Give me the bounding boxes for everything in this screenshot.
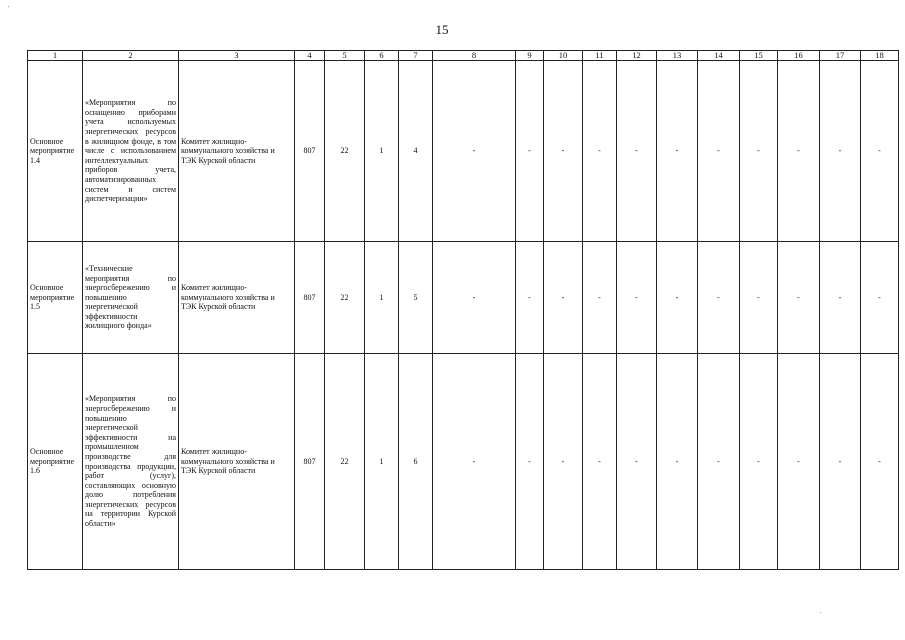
value-cell: - <box>433 242 516 354</box>
header-cell: 12 <box>617 51 657 61</box>
page-number: 15 <box>435 22 449 37</box>
header-cell: 1 <box>28 51 83 61</box>
value-cell: - <box>516 61 544 242</box>
value-cell: - <box>516 242 544 354</box>
value-cell: - <box>698 354 740 570</box>
budget-table <box>27 50 899 570</box>
header-cell: 13 <box>657 51 698 61</box>
header-cell: 8 <box>433 51 516 61</box>
value-cell: - <box>861 242 899 354</box>
header-cell: 2 <box>83 51 179 61</box>
code-4: 807 <box>295 242 325 354</box>
value-cell: - <box>617 61 657 242</box>
code-4: 807 <box>295 354 325 570</box>
header-cell: 5 <box>325 51 365 61</box>
table-row <box>28 354 899 570</box>
table-row <box>28 242 899 354</box>
value-cell: - <box>617 354 657 570</box>
code-5: 22 <box>325 61 365 242</box>
value-cell: - <box>861 354 899 570</box>
header-cell: 11 <box>583 51 617 61</box>
header-cell: 7 <box>399 51 433 61</box>
header-cell: 18 <box>861 51 899 61</box>
code-7: 4 <box>399 61 433 242</box>
code-7: 6 <box>399 354 433 570</box>
header-cell: 16 <box>778 51 820 61</box>
value-cell: - <box>698 61 740 242</box>
header-cell: 3 <box>179 51 295 61</box>
header-row <box>28 51 899 61</box>
value-cell: - <box>740 354 778 570</box>
value-cell: - <box>778 61 820 242</box>
activity-name: «Мероприятия по энергосбережению и повышению энергетической эффективности на промышленном производстве для производства продукции, работ (услуг), составляющих основную долю потребления энергетических ресурсов на территории Курской области» <box>83 354 179 570</box>
value-cell: - <box>820 242 861 354</box>
code-5: 22 <box>325 242 365 354</box>
value-cell: - <box>740 242 778 354</box>
scan-speck <box>8 6 9 7</box>
value-cell: - <box>861 61 899 242</box>
value-cell: - <box>657 354 698 570</box>
value-cell: - <box>820 354 861 570</box>
value-cell: - <box>740 61 778 242</box>
code-6: 1 <box>365 61 399 242</box>
activity-name: «Технические мероприятия по энергосбережению и повышению энергетической эффективности жилищного фонда» <box>83 242 179 354</box>
header-cell: 17 <box>820 51 861 61</box>
value-cell: - <box>657 242 698 354</box>
code-6: 1 <box>365 354 399 570</box>
value-cell: - <box>433 61 516 242</box>
table-row <box>28 61 899 242</box>
value-cell: - <box>778 354 820 570</box>
code-4: 807 <box>295 61 325 242</box>
value-cell: - <box>657 61 698 242</box>
activity-code: Основное мероприятие 1.4 <box>28 61 83 242</box>
value-cell: - <box>516 354 544 570</box>
header-cell: 9 <box>516 51 544 61</box>
activity-name: «Мероприятия по оснащению приборами учета используемых энергетических ресурсов в жилищном фонде, в том числе с использованием интеллектуальных приборов учета, автоматизированных систем и систем диспетчеризации» <box>83 61 179 242</box>
activity-code: Основное мероприятие 1.5 <box>28 242 83 354</box>
executor: Комитет жилищно-коммунального хозяйства и ТЭК Курской области <box>179 61 295 242</box>
value-cell: - <box>778 242 820 354</box>
header-cell: 15 <box>740 51 778 61</box>
header-cell: 10 <box>544 51 583 61</box>
executor: Комитет жилищно-коммунального хозяйства и ТЭК Курской области <box>179 242 295 354</box>
value-cell: - <box>544 354 583 570</box>
scan-speck <box>820 612 821 613</box>
code-6: 1 <box>365 242 399 354</box>
activity-code: Основное мероприятие 1.6 <box>28 354 83 570</box>
value-cell: - <box>617 242 657 354</box>
value-cell: - <box>820 61 861 242</box>
header-cell: 6 <box>365 51 399 61</box>
value-cell: - <box>433 354 516 570</box>
value-cell: - <box>544 242 583 354</box>
header-cell: 14 <box>698 51 740 61</box>
value-cell: - <box>583 354 617 570</box>
header-cell: 4 <box>295 51 325 61</box>
value-cell: - <box>583 242 617 354</box>
value-cell: - <box>583 61 617 242</box>
value-cell: - <box>698 242 740 354</box>
executor: Комитет жилищно-коммунального хозяйства и ТЭК Курской области <box>179 354 295 570</box>
code-5: 22 <box>325 354 365 570</box>
code-7: 5 <box>399 242 433 354</box>
value-cell: - <box>544 61 583 242</box>
